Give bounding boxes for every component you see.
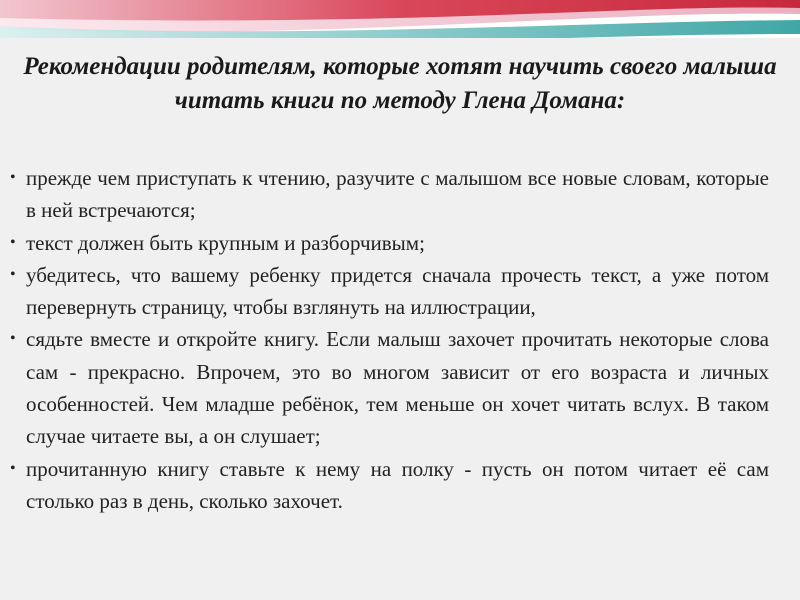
bullet-icon: • bbox=[10, 330, 16, 348]
bullet-icon: • bbox=[10, 459, 16, 477]
list-item-text: прежде чем приступать к чтению, разучите с малышом все новые словам, которые в ней встречаются; bbox=[26, 166, 769, 223]
list-item bbox=[10, 259, 769, 324]
list-item bbox=[10, 453, 769, 518]
bullet-icon: • bbox=[10, 233, 16, 251]
bullet-icon: • bbox=[10, 265, 16, 283]
bullet-icon: • bbox=[10, 169, 16, 186]
list-item bbox=[10, 323, 769, 452]
list-item bbox=[10, 227, 769, 259]
list-item-text: текст должен быть крупным и разборчивым; bbox=[26, 230, 425, 255]
list-item bbox=[10, 162, 769, 227]
list-item-text: убедитесь, что вашему ребенку придется сначала прочесть текст, а уже потом перевернуть страницу, чтобы взглянуть на иллюстрации, bbox=[26, 262, 769, 320]
recommendation-list bbox=[10, 162, 769, 517]
list-item-text: сядьте вместе и откройте книгу. Если малыш захочет прочитать некоторые слова сам - прекрасно. Впрочем, это во многом зависит от его возраста и личных особенностей. Чем младше ребёнок, тем меньше он хочет читать вслух. В таком случае читаете вы, а он слушает; bbox=[26, 327, 769, 449]
list-item-text: прочитанную книгу ставьте к нему на полку - пусть он потом читает её сам столько раз в день, сколько захочет. bbox=[26, 456, 769, 513]
slide-title: Рекомендации родителям, которые хотят научить своего малыша читать книги по методу Глена Домана: bbox=[23, 53, 777, 114]
